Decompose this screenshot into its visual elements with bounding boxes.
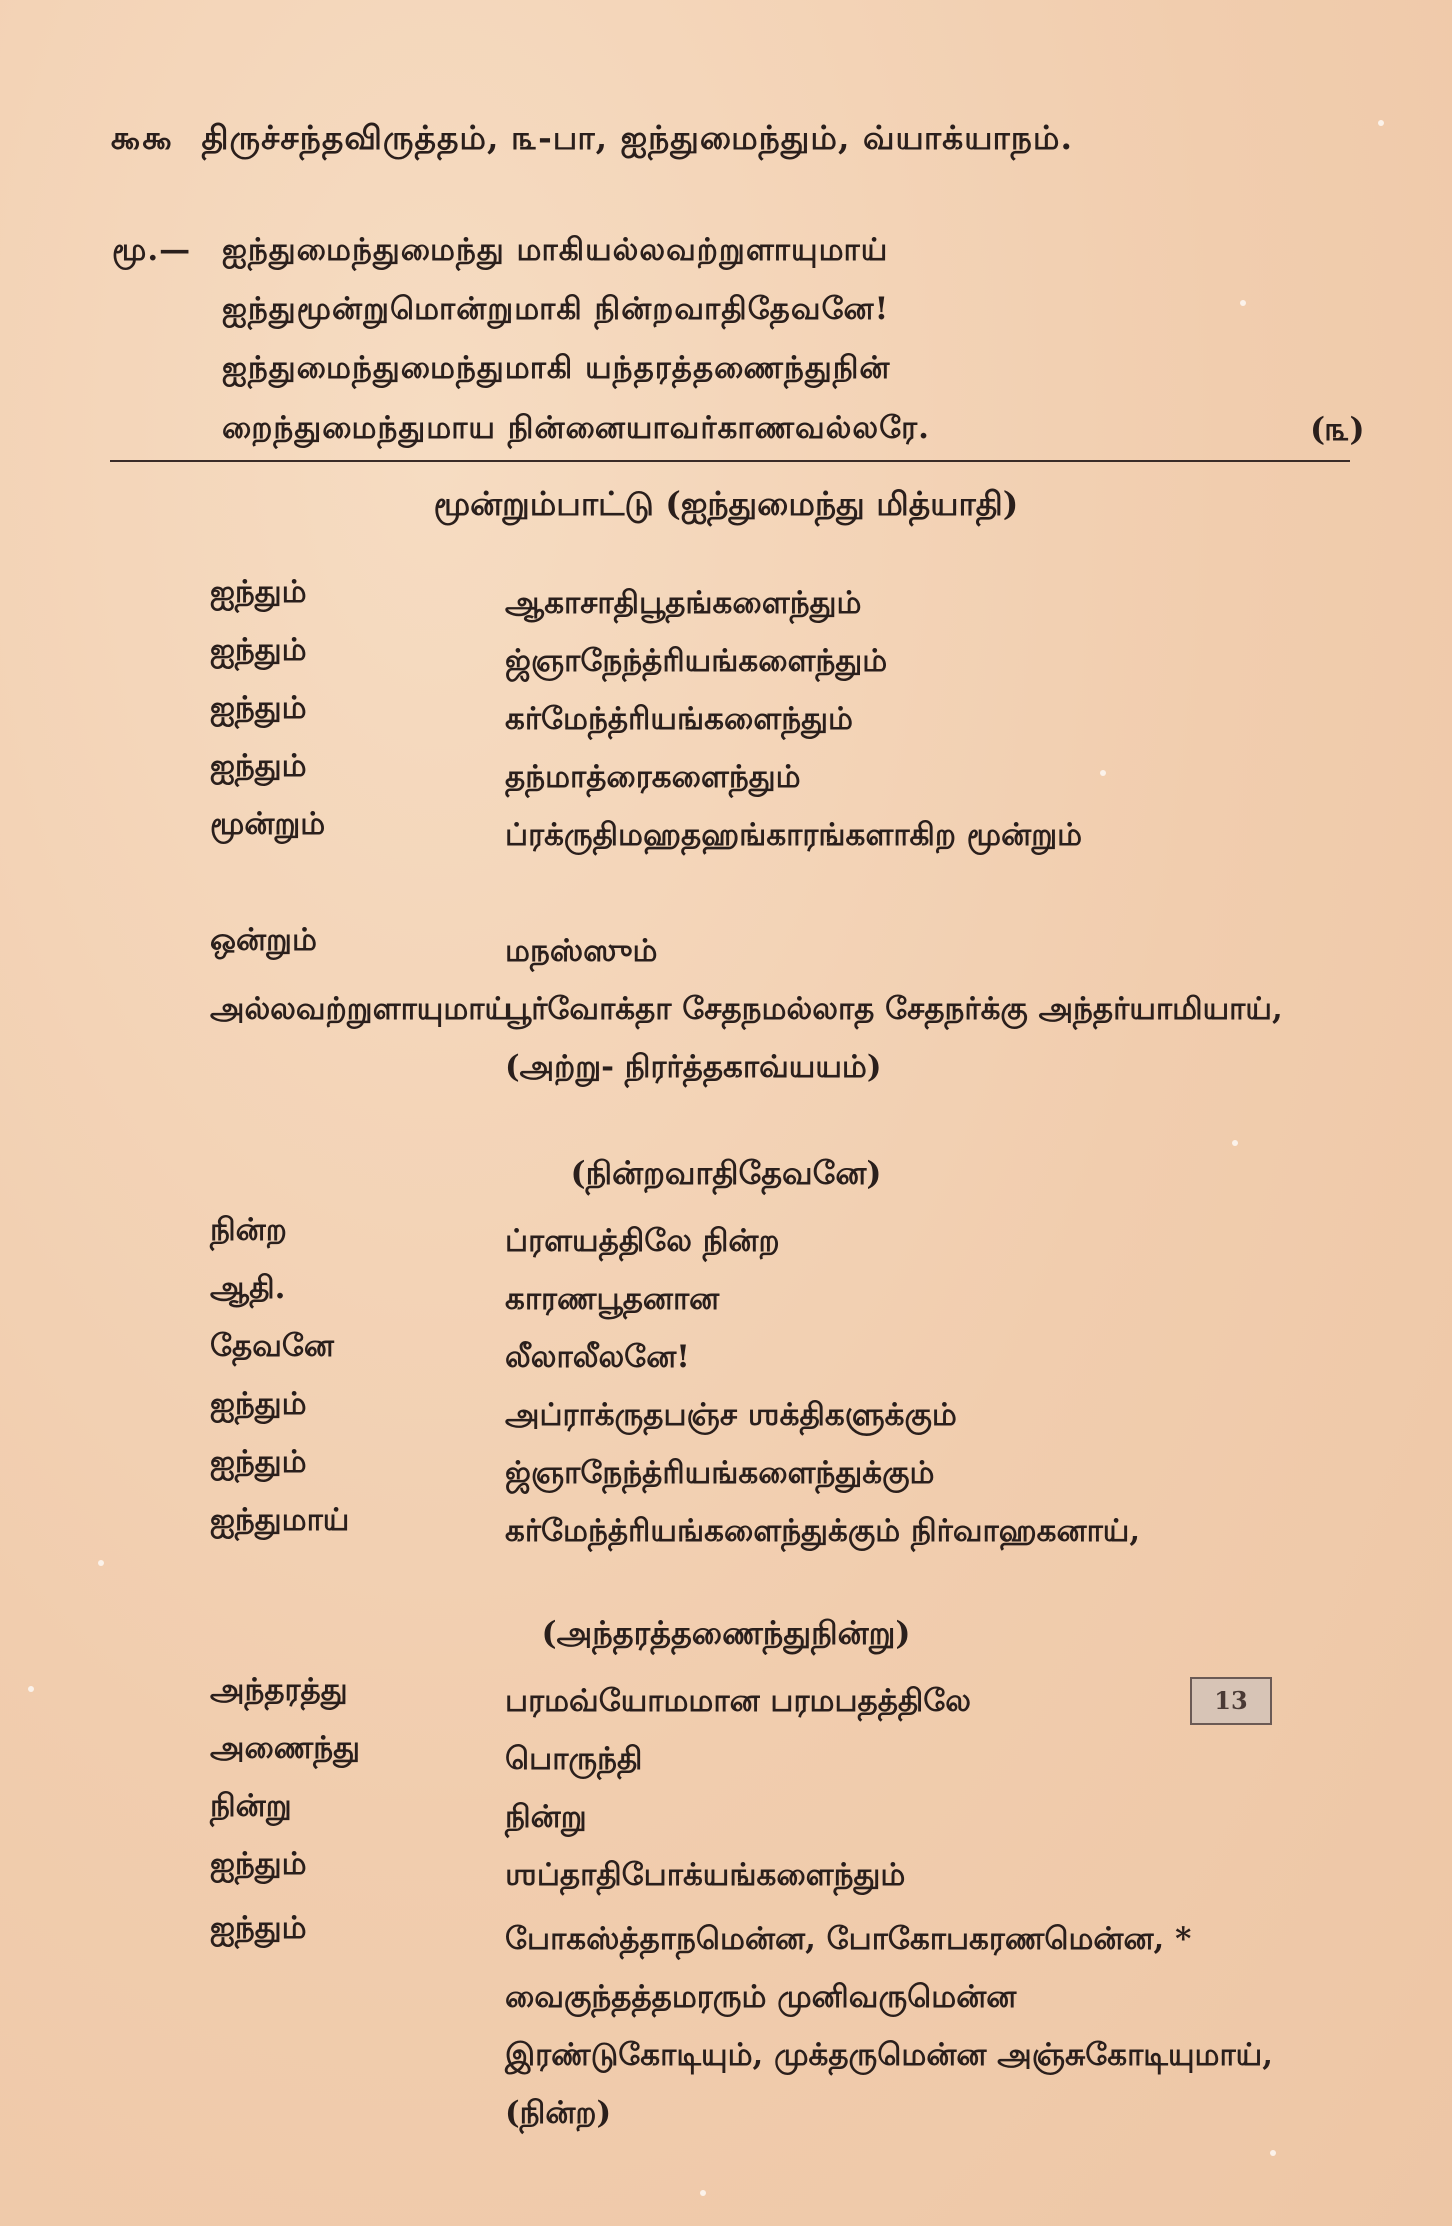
section-title: மூன்றும்பாட்டு (ஐந்துமைந்து மித்யாதி)	[433, 484, 1019, 523]
glossary-meaning: மநஸ்ஸும்	[505, 933, 658, 969]
glossary-meaning: ஆகாசாதிபூதங்களைந்தும்	[505, 585, 862, 621]
subheading: (நின்றவாதிதேவனே)	[570, 1154, 882, 1192]
glossary-term: ஐந்தும்	[210, 1386, 307, 1422]
glossary-meaning: ஜ்ஞாநேந்த்ரியங்களைந்தும்	[505, 643, 888, 679]
glossary-term: ஐந்தும்	[210, 574, 307, 610]
glossary-meaning: கர்மேந்த்ரியங்களைந்தும்	[505, 701, 853, 737]
glossary-term: ஆதி.	[210, 1270, 286, 1306]
paper-speck	[1378, 120, 1384, 126]
paper-speck	[1100, 770, 1106, 776]
glossary-meaning: ஜ்ஞாநேந்த்ரியங்களைந்துக்கும்	[505, 1455, 935, 1491]
verse-line-3: ஐந்துமைந்துமைந்துமாகி யந்தரத்தணைந்துநின்	[222, 350, 891, 386]
divider-rule	[110, 460, 1350, 462]
glossary-meaning: ஶப்தாதிபோக்யங்களைந்தும்	[505, 1857, 906, 1893]
glossary-term: தேவனே	[210, 1328, 334, 1364]
glossary-term: ஐந்தும்	[210, 748, 307, 784]
glossary-term: அந்தரத்து	[210, 1672, 348, 1708]
running-header	[110, 118, 1350, 162]
subheading: (அந்தரத்தணைந்துநின்று)	[541, 1614, 911, 1652]
paper-speck	[700, 2190, 706, 2196]
paper-speck	[1270, 2150, 1276, 2156]
glossary-term: அல்லவற்றுளாயுமாய்	[210, 991, 512, 1027]
verse-line-4: றைந்துமைந்துமாய நின்னையாவர்காணவல்லரே.	[222, 410, 930, 446]
paper-speck	[1232, 1140, 1238, 1146]
verse-label: மூ.—	[112, 232, 192, 268]
glossary-term: ஒன்றும்	[210, 922, 317, 958]
paper-speck	[28, 1686, 34, 1692]
glossary-term: மூன்றும்	[210, 806, 326, 842]
verse-line-2: ஐந்துமூன்றுமொன்றுமாகி நின்றவாதிதேவனே!	[222, 291, 890, 327]
header-title: திருச்சந்தவிருத்தம், ௩-பா, ஐந்துமைந்தும், வ்யாக்யாநம்.	[201, 118, 1073, 157]
glossary-term: அணைந்து	[210, 1730, 361, 1766]
glossary-term: ஐந்தும்	[210, 632, 307, 668]
paper-speck	[98, 1560, 104, 1566]
paper-speck	[1240, 300, 1246, 306]
page-number: ௯௯	[110, 118, 173, 157]
glossary-term: நின்ற	[210, 1212, 287, 1248]
glossary-meaning: தந்மாத்ரைகளைந்தும்	[505, 759, 801, 795]
glossary-meaning: நின்று	[505, 1799, 587, 1835]
glossary-term: ஐந்துமாய்	[210, 1502, 350, 1538]
glossary-meaning: பொருந்தி	[505, 1741, 643, 1777]
library-stamp: 13	[1190, 1677, 1272, 1725]
verse-number: (௩)	[1310, 410, 1365, 448]
glossary-meaning: கர்மேந்த்ரியங்களைந்துக்கும் நிர்வாஹகனாய்,	[505, 1513, 1141, 1549]
glossary-term: ஐந்தும்	[210, 1444, 307, 1480]
glossary-term: ஐந்தும்	[210, 1846, 307, 1882]
glossary-term: ஐந்தும்	[210, 1910, 307, 1946]
glossary-meaning: பரமவ்யோமமான பரமபதத்திலே	[505, 1683, 972, 1719]
glossary-term: நின்று	[210, 1788, 292, 1824]
glossary-meaning: பூர்வோக்தா சேதநமல்லாத சேதநர்க்கு அந்தர்யாமியாய், (அற்று- நிரர்த்தகாவ்யயம்)	[505, 991, 1283, 1085]
glossary-meaning: அப்ராக்ருதபஞ்ச ஶக்திகளுக்கும்	[505, 1397, 957, 1433]
glossary-meaning: ப்ரக்ருதிமஹதஹங்காரங்களாகிற மூன்றும்	[505, 817, 1083, 853]
glossary-meaning: காரணபூதனான	[505, 1281, 720, 1317]
glossary-meaning: ப்ரளயத்திலே நின்ற	[505, 1223, 780, 1259]
glossary-term: ஐந்தும்	[210, 690, 307, 726]
glossary-meaning: போகஸ்த்தாநமென்ன, போகோபகரணமென்ன, * வைகுந்தத்தமரரும் முனிவருமென்ன இரண்டுகோடியும், முக்தருமென்ன அஞ்சுகோடியுமாய், (நின்ற)	[505, 1921, 1274, 2131]
verse-line-1: ஐந்துமைந்துமைந்து மாகியல்லவற்றுளாயுமாய்	[222, 232, 889, 268]
glossary-meaning: லீலாலீலனே!	[505, 1339, 690, 1375]
